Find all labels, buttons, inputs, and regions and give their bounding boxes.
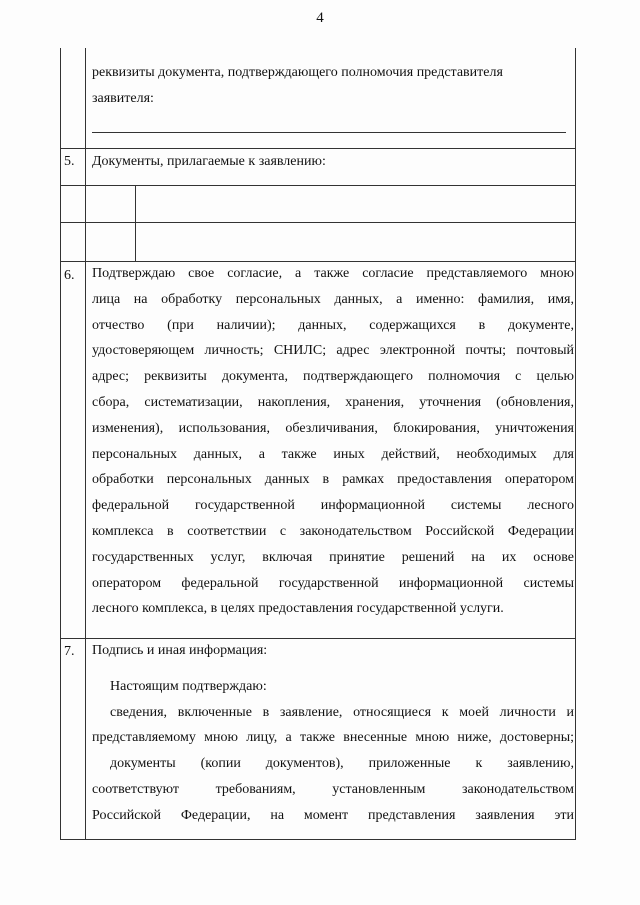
text-line: удостоверяющем личность; СНИЛС; адрес электронной почты; почтовый [92,343,574,359]
signature-section [92,638,574,829]
text-line: лица на обработку персональных данных, а именно: фамилия, имя, [92,291,574,307]
text-line: сбора, систематизации, накопления, хранения, уточнения (обновления, [92,394,574,410]
confirmation-heading: Настоящим подтверждаю: [110,678,267,694]
text-line: федеральной государственной информационной системы лесного [92,498,574,514]
text-line: реквизиты документа, подтверждающего полномочия представителя [92,65,503,80]
page-number: 4 [316,10,324,26]
signature-label: Подпись и иная информация: [92,643,268,658]
text-line: изменения), использования, обезличивания, блокирования, уничтожения [92,420,574,436]
consent-text [92,261,574,622]
text-line: Российской Федерации, на момент представления заявления эти [92,807,574,823]
application-form-table [60,48,576,840]
text-line: Подтверждаю свое согласие, а также согласие представляемого мною [92,266,574,281]
text-line: сведения, включенные в заявление, относящиеся к моей личности и [110,704,574,720]
text-line: заявителя: [92,90,154,106]
text-line: персональных данных, а также иных действий, необходимых для [92,446,574,462]
row-number: 5. [64,154,75,169]
row-divider [61,148,575,149]
text-line: лесного комплекса, в целях предоставления государственной услуги. [92,601,504,617]
text-line: комплекса в соответствии с законодательством Российской Федерации [92,523,574,539]
representative-details-field[interactable] [92,132,566,133]
representative-details-text [92,60,574,112]
row-number: 7. [64,644,75,659]
row-number: 6. [64,268,75,283]
text-line: документы (копии документов), приложенные к заявлению, [110,756,574,772]
text-line: соответствуют требованиям, установленным законодательством [92,781,574,797]
attachment-entry-field[interactable] [136,186,576,222]
text-line: государственных услуг, включая принятие решений на их основе [92,549,574,565]
text-line: представляемому мною лицу, а также внесенные мною ниже, достоверны; [92,730,574,746]
text-line: обработки персональных данных в рамках предоставления оператором [92,472,574,488]
attachment-entry-field[interactable] [136,223,576,260]
text-line: отчество (при наличии); данных, содержащихся в документе, [92,317,574,333]
text-line: оператором федеральной государственной информационной системы [92,575,574,591]
text-line: адрес; реквизиты документа, подтверждающего полномочия с целью [92,369,574,385]
number-column-divider [85,48,86,839]
attachments-label: Документы, прилагаемые к заявлению: [92,154,326,169]
